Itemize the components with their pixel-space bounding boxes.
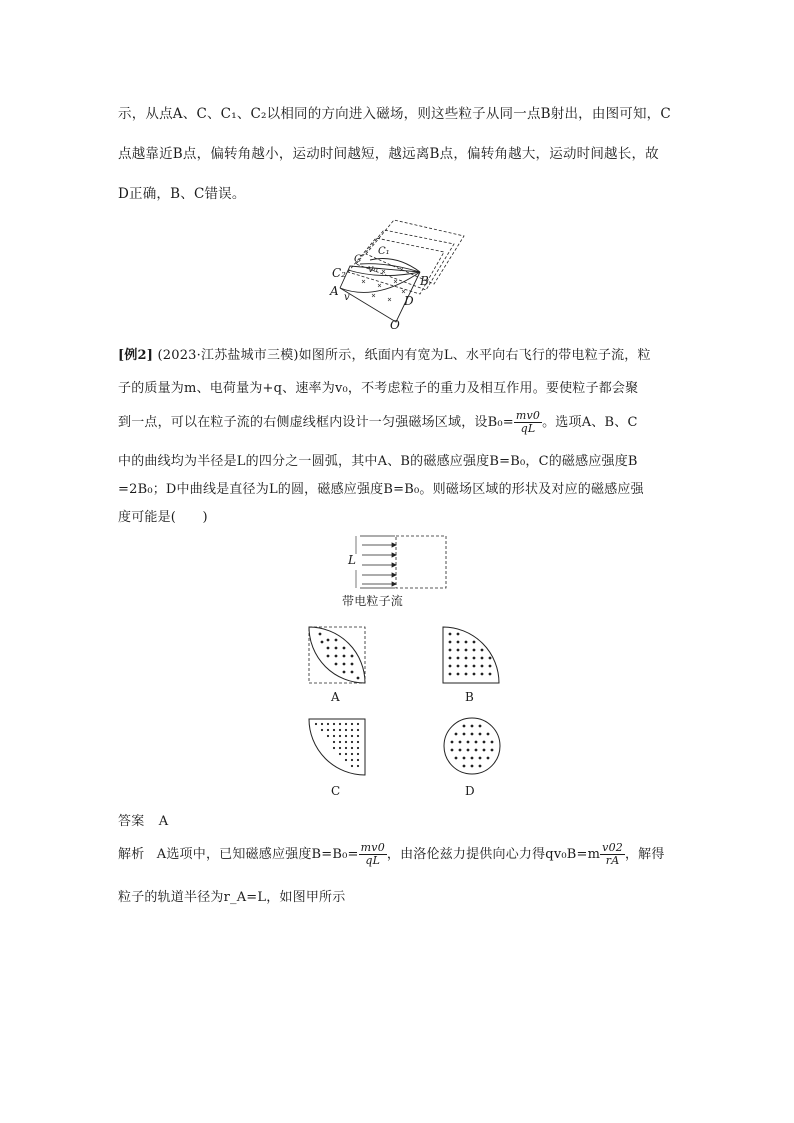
example-tag: [例2]: [118, 348, 154, 363]
example-line6: 度可能是( ): [118, 510, 208, 525]
option-a-figure: [308, 626, 366, 684]
example-line4: 中的曲线均为半径是L的四分之一圆弧，其中A、B的磁感应强度B=B₀，C的磁感应强度B: [118, 454, 638, 469]
label-c2: C₂: [332, 266, 346, 280]
label-width-l: L: [348, 553, 356, 567]
para1-line1: 示，从点A、C、C₁、C₂以相同的方向进入磁场，则这些粒子从同一点B射出，由图可知，C: [118, 106, 671, 122]
label-b: B: [420, 274, 429, 288]
para1-line2: 点越靠近B点，偏转角越小，运动时间越短，越远离B点，偏转角越大，运动时间越长，故: [118, 146, 659, 162]
label-v: v: [344, 292, 350, 303]
label-a: A: [330, 284, 339, 298]
example-line3-b: 。选项A、B、C: [542, 415, 638, 430]
example-line3-a: 到一点，可以在粒子流的右侧虚线框内设计一匀强磁场区域，设B₀=: [118, 415, 514, 430]
example-line1: [118, 344, 651, 363]
option-a-label: A: [331, 690, 340, 704]
analysis-text-b: ，由洛伦兹力提供向心力得qv₀B=m: [386, 847, 601, 862]
answer-value: A: [158, 814, 169, 829]
analysis-fraction-1: [359, 842, 387, 867]
option-c-label: C: [331, 784, 341, 798]
option-d-figure: [442, 716, 502, 776]
option-c-figure: [308, 718, 366, 776]
label-v0: v₀: [368, 264, 378, 275]
option-b-figure: [442, 626, 500, 684]
particle-stream-figure: [350, 532, 450, 592]
analysis-label: 解析: [118, 847, 145, 862]
option-b-label: B: [465, 690, 474, 704]
example-line2: 子的质量为m、电荷量为+q、速率为v₀，不考虑粒子的重力及相互作用。要使粒子都会聚: [118, 381, 639, 396]
example-line3: [118, 410, 638, 435]
analysis-fraction-2: [600, 842, 625, 867]
analysis-line2: 粒子的轨道半径为r_A=L，如图甲所示: [118, 890, 346, 905]
answer-label: 答案: [118, 814, 145, 829]
b0-denominator: qL: [520, 422, 536, 435]
frac2-denominator: rA: [605, 854, 620, 867]
answer-line: [118, 810, 168, 829]
frac2-numerator: v02: [602, 841, 623, 854]
label-o: O: [390, 318, 400, 332]
analysis-text-a: A选项中，已知磁感应强度B=B₀=: [156, 847, 359, 862]
example-line5: =2B₀；D中曲线是直径为L的圆，磁感应强度B=B₀。则磁场区域的形状及对应的磁感应强: [118, 482, 644, 497]
b0-fraction: [514, 410, 542, 435]
frac1-numerator: mv0: [360, 841, 385, 854]
b0-numerator: mv0: [515, 409, 541, 422]
para1-line3: D正确，B、C错误。: [118, 186, 246, 202]
label-c: C: [354, 254, 362, 265]
option-d-label: D: [465, 784, 475, 798]
label-c1: C₁: [378, 246, 390, 257]
example-line1-text: (2023·江苏盐城市三模)如图所示，纸面内有宽为L、水平向右飞行的带电粒子流，粒: [157, 348, 651, 363]
trajectory-figure: [326, 214, 468, 332]
analysis-text-c: ，解得: [624, 847, 665, 862]
label-d: D: [404, 294, 414, 308]
frac1-denominator: qL: [365, 854, 381, 867]
stream-caption: 带电粒子流: [342, 594, 404, 608]
analysis-line1: [118, 842, 665, 867]
